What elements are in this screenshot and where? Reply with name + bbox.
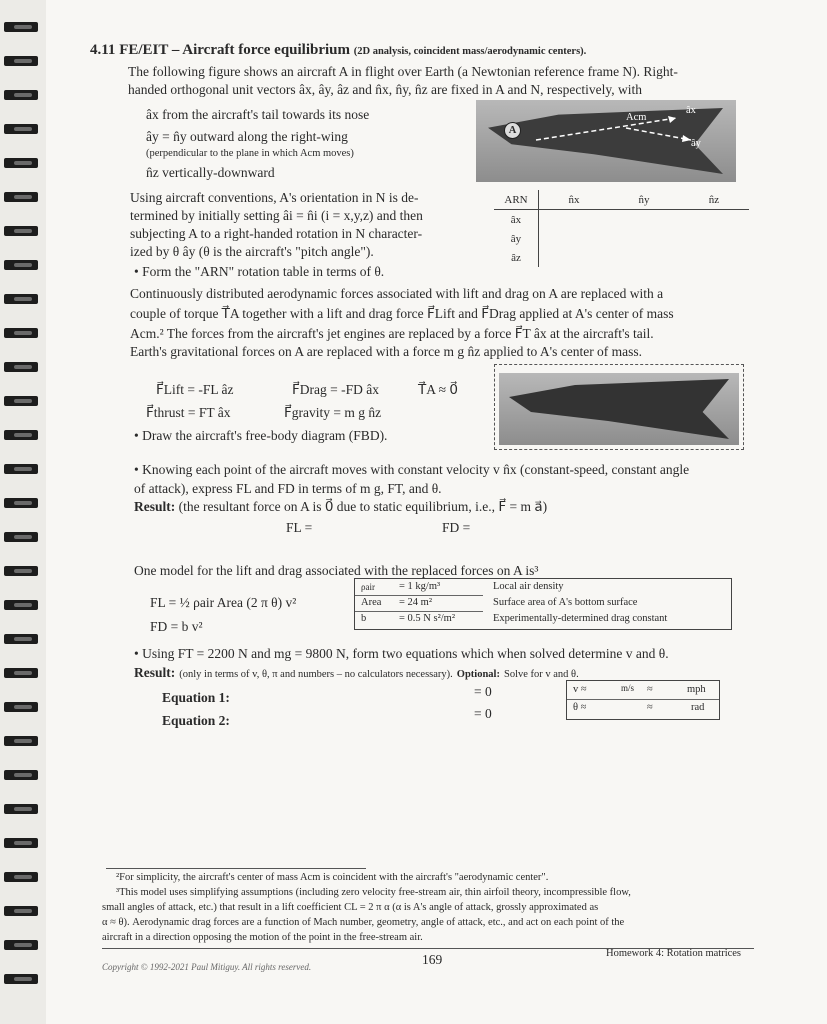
knowing-line-2: of attack), express FL and FD in terms of m g, FT, and θ.: [134, 481, 442, 496]
param-divider: [355, 611, 483, 612]
binding-ring: [4, 158, 38, 168]
rotation-table-row-ay: ây: [494, 229, 539, 248]
binding-ring: [4, 600, 38, 610]
footnote-3-line-4: aircraft in a direction opposing the motion of the point in the free-stream air.: [102, 932, 423, 943]
rotation-table: [494, 190, 749, 267]
knowing-line-1: • Knowing each point of the aircraft moves with constant velocity v n̂x (constant-speed, constant angle: [134, 462, 690, 477]
using-result-text: (only in terms of v, θ, π and numbers – no calculators necessary).: [179, 669, 453, 680]
intro-line-1: The following figure shows an aircraft A in flight over Earth (a Newtonian reference frame N). Right-: [128, 64, 678, 79]
approx-sign: ≈: [647, 684, 653, 695]
rotation-table-row-ax: âx: [494, 210, 539, 230]
using-result-label: Result:: [134, 665, 176, 680]
rotation-table-col-nz: n̂z: [679, 190, 749, 210]
footnote-3-line-2: small angles of attack, etc.) that result in a lift coefficient CL = 2 π α (α is A's angle of attack, grossly approximated as: [102, 902, 599, 913]
unit-vector-ax: âx from the aircraft's tail towards its nose: [146, 107, 370, 122]
binding-ring: [4, 940, 38, 950]
result-label: Result:: [134, 499, 176, 514]
optional-label: Optional:: [456, 669, 500, 680]
result-text: (the resultant force on A is 0⃗ due to static equilibrium, i.e., F⃗ = m a⃗): [178, 499, 548, 514]
binding-ring: [4, 974, 38, 984]
m-per-s-unit: m/s: [621, 683, 635, 693]
binding-ring: [4, 906, 38, 916]
binding-ring: [4, 56, 38, 66]
binding-ring: [4, 770, 38, 780]
mph-unit: mph: [687, 684, 706, 695]
binding-ring: [4, 260, 38, 270]
binding-ring: [4, 328, 38, 338]
binding-ring: [4, 464, 38, 474]
fl-answer-label: FL =: [286, 520, 313, 535]
forces-line-3: Acm.² The forces from the aircraft's jet engines are replaced by a force F⃗T âx at the aircraft's tail.: [130, 326, 654, 341]
chapter-footer: Homework 4: Rotation matrices: [606, 948, 742, 959]
equation-2-label: Equation 2:: [162, 713, 230, 728]
binding-ring: [4, 124, 38, 134]
section-heading: [90, 42, 586, 59]
orientation-line-1: Using aircraft conventions, A's orientation in N is de-: [130, 190, 419, 205]
parameter-table: [354, 578, 732, 630]
orientation-line-4: ized by θ ây (θ is the aircraft's "pitch angle").: [130, 244, 374, 259]
binding-ring: [4, 668, 38, 678]
rotation-table-col-nx: n̂x: [539, 190, 610, 210]
binding-ring: [4, 192, 38, 202]
binding-ring: [4, 634, 38, 644]
unit-vector-nz: n̂z vertically-downward: [146, 165, 275, 180]
param-area-sym: Area: [361, 597, 382, 608]
param-area-desc: Surface area of A's bottom surface: [493, 597, 638, 608]
knowing-result: [134, 499, 547, 515]
unit-vector-ay: ây = n̂y outward along the right-wing: [146, 129, 348, 144]
section-title: FE/EIT – Aircraft force equilibrium: [119, 42, 351, 58]
orientation-line-3: subjecting A to a right-handed rotation in N character-: [130, 226, 423, 241]
orientation-line-2: termined by initially setting âi = n̂i (i = x,y,z) and then: [130, 208, 423, 223]
binding-ring: [4, 226, 38, 236]
binding-ring: [4, 702, 38, 712]
binding-ring: [4, 532, 38, 542]
param-rho-sym: ρair: [361, 582, 375, 592]
unit-vector-ay-note: (perpendicular to the plane in which Acm moves): [146, 148, 354, 159]
param-b-val: = 0.5 N s²/m²: [399, 613, 455, 624]
binding-ring: [4, 396, 38, 406]
spiral-binding: [0, 0, 46, 1024]
aircraft-label-a: A: [504, 122, 521, 139]
fbd-instruction: • Draw the aircraft's free-body diagram (FBD).: [134, 428, 388, 443]
rad-unit: rad: [691, 702, 705, 713]
param-b-desc: Experimentally-determined drag constant: [493, 613, 668, 624]
binding-ring: [4, 736, 38, 746]
rotation-table-corner: ARN: [494, 190, 539, 210]
rotation-table-row-az: âz: [494, 248, 539, 267]
torque-def: T⃗A ≈ 0⃗: [418, 382, 458, 397]
optional-text: Solve for v and θ.: [503, 669, 579, 680]
footnote-rule: [106, 868, 366, 869]
binding-ring: [4, 566, 38, 576]
equation-2-rhs: = 0: [474, 706, 492, 721]
gravity-force-def: F⃗gravity = m g n̂z: [284, 405, 382, 420]
param-rho-val: = 1 kg/m³: [399, 581, 441, 592]
lift-force-def: F⃗Lift = -FL âz: [156, 382, 234, 397]
aircraft-photo-bottom: [499, 373, 739, 445]
fbd-figure-frame: [494, 364, 744, 450]
approx-sign: ≈: [647, 702, 653, 713]
ay-vector-label: ây: [691, 138, 701, 149]
section-subtitle: (2D analysis, coincident mass/aerodynamic centers).: [353, 46, 587, 57]
rotation-table-col-ny: n̂y: [609, 190, 679, 210]
forces-line-1: Continuously distributed aerodynamic forces associated with lift and drag on A are replaced with a: [130, 286, 664, 301]
intro-line-2: handed orthogonal unit vectors âx, ây, âz and n̂x, n̂y, n̂z are fixed in A and N, respectively, with: [128, 82, 642, 97]
using-result: [134, 664, 579, 682]
footnote-3-line-1: ³This model uses simplifying assumptions (including zero velocity free-stream air, thin airfoil theory, incompressible flow,: [116, 887, 631, 898]
binding-ring: [4, 362, 38, 372]
acm-label: Acm: [626, 112, 647, 123]
binding-ring: [4, 430, 38, 440]
thrust-force-def: F⃗thrust = FT âx: [146, 405, 231, 420]
v-approx: v ≈: [573, 684, 587, 695]
binding-ring: [4, 804, 38, 814]
model-line: One model for the lift and drag associated with the replaced forces on A is³: [134, 563, 539, 578]
param-area-val: = 24 m²: [399, 597, 432, 608]
textbook-page: [46, 0, 827, 1024]
param-rho-desc: Local air density: [493, 581, 564, 592]
param-divider: [355, 595, 483, 596]
forces-line-4: Earth's gravitational forces on A are replaced with a force m g n̂z applied to A's center of mass.: [130, 344, 643, 359]
page-number: 169: [422, 952, 443, 967]
fl-model-eq: FL = ½ ρair Area (2 π θ) v²: [150, 595, 297, 610]
answer-divider: [567, 699, 719, 700]
fd-answer-label: FD =: [442, 520, 471, 535]
binding-ring: [4, 294, 38, 304]
binding-ring: [4, 90, 38, 100]
optional-answer-box: [566, 680, 720, 720]
binding-ring: [4, 872, 38, 882]
binding-ring: [4, 838, 38, 848]
footnote-2: ²For simplicity, the aircraft's center of mass Acm is coincident with the aircraft's "aerodynamic center".: [116, 872, 549, 883]
equation-1-rhs: = 0: [474, 684, 492, 699]
aircraft-photo-top: [476, 100, 736, 182]
equation-1-label: Equation 1:: [162, 690, 230, 705]
rotation-table-bullet: • Form the "ARN" rotation table in terms of θ.: [134, 264, 385, 279]
section-number: 4.11: [90, 42, 116, 58]
using-line: • Using FT = 2200 N and mg = 9800 N, form two equations which when solved determine v and θ.: [134, 646, 669, 661]
binding-ring: [4, 498, 38, 508]
fd-model-eq: FD = b v²: [150, 619, 203, 634]
copyright-notice: Copyright © 1992-2021 Paul Mitiguy. All rights reserved.: [102, 962, 312, 972]
binding-ring: [4, 22, 38, 32]
vector-arrows-svg: [476, 100, 736, 182]
ax-vector-label: âx: [686, 105, 696, 116]
param-b-sym: b: [361, 613, 367, 624]
forces-line-2: couple of torque T⃗A together with a lift and drag force F⃗Lift and F⃗Drag applied at A's center of mass: [130, 306, 674, 321]
theta-approx: θ ≈: [573, 702, 587, 713]
aircraft-silhouette: [509, 379, 729, 439]
footnote-3-line-3: α ≈ θ). Aerodynamic drag forces are a function of Mach number, geometry, angle of attack, etc., and act on each point of the: [102, 917, 625, 928]
drag-force-def: F⃗Drag = -FD âx: [292, 382, 379, 397]
